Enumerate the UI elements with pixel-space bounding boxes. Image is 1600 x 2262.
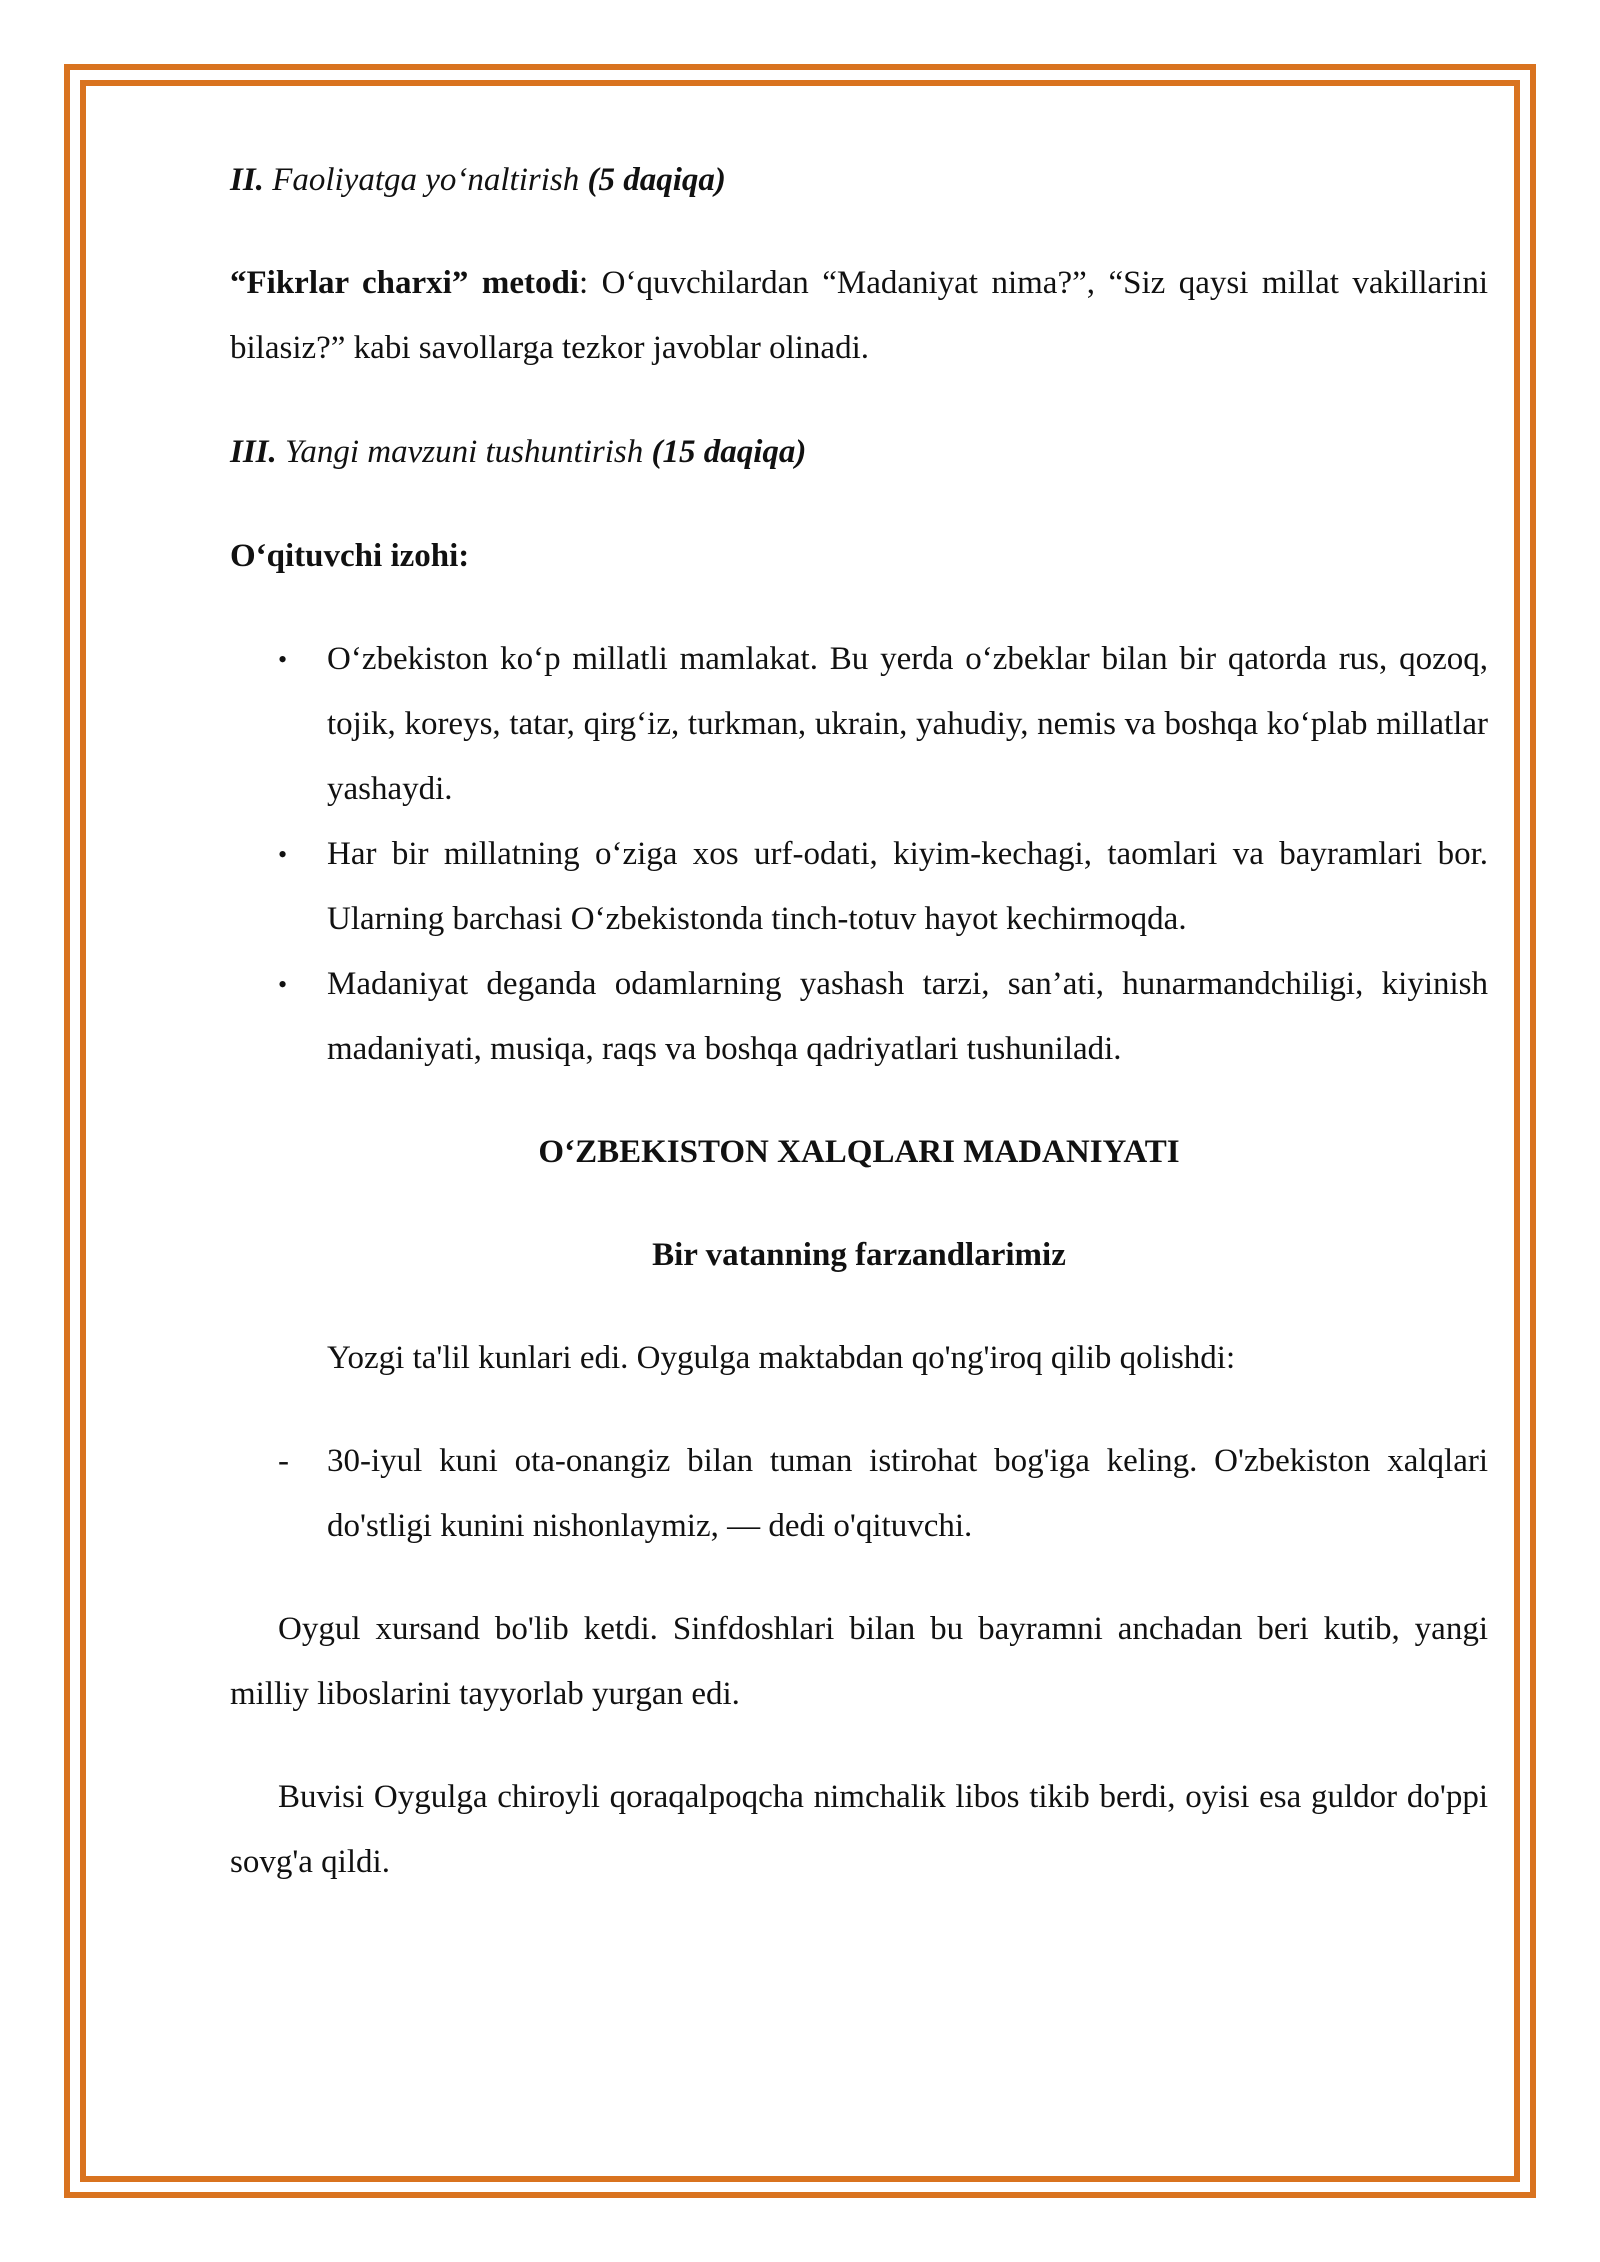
story-paragraph: Buvisi Oygulga chiroyli qoraqalpoqcha nimchalik libos tikib berdi, oyisi esa guldor do'ppi sovg'a qildi. xyxy=(230,1779,1488,1880)
section-numeral: III. xyxy=(230,434,277,470)
teacher-note-heading: O‘qituvchi izohi: xyxy=(230,538,470,574)
section-title: Yangi mavzuni tushuntirish xyxy=(276,434,652,470)
list-item-text: Har bir millatning o‘ziga xos urf-odati, kiyim-kechagi, taomlari va bayramlari bor. Ularning barchasi O‘zbekistonda tinch-totuv hayot kechirmoqda. xyxy=(327,836,1488,937)
method-text: : O‘quvchilardan “Madaniyat nima?”, “Siz qaysi millat vakillarini bilasiz?” kabi savollarga tezkor javoblar olinadi. xyxy=(230,265,1489,366)
section-numeral: II. xyxy=(230,162,264,198)
dialogue-text: 30-iyul kuni ota-onangiz bilan tuman istirohat bog'iga keling. O'zbekiston xalqlari do'stligi kunini nishonlaymiz, — dedi o'qituvchi. xyxy=(327,1443,1488,1544)
list-item xyxy=(230,627,1488,822)
story-dialogue xyxy=(230,1429,1488,1559)
list-item-text: O‘zbekiston ko‘p millatli mamlakat. Bu yerda o‘zbeklar bilan bir qatorda rus, qozoq, tojik, koreys, tatar, qirg‘iz, turkman, ukrain, yahudiy, nemis va boshqa ko‘plab millatlar yashaydi. xyxy=(327,641,1488,807)
list-item xyxy=(230,952,1488,1082)
list-item xyxy=(230,822,1488,952)
list-item-text: Madaniyat deganda odamlarning yashash tarzi, san’ati, hunarmandchiligi, kiyinish madaniyati, musiqa, raqs va boshqa qadriyatlari tushuniladi. xyxy=(327,966,1488,1067)
bullet-icon: • xyxy=(278,840,288,869)
section-title: Faoliyatga yo‘naltirish xyxy=(263,162,588,198)
story-main-title: O‘ZBEKISTON XALQLARI MADANIYATI xyxy=(538,1134,1180,1170)
teacher-note-list xyxy=(230,627,1488,1082)
section-heading-yangi-mavzu xyxy=(230,420,1488,485)
story-subtitle: Bir vatanning farzandlarimiz xyxy=(652,1237,1066,1273)
method-name: “Fikrlar charxi” metodi xyxy=(230,265,579,301)
story-paragraph: Oygul xursand bo'lib ketdi. Sinfdoshlari bilan bu bayramni anchadan beri kutib, yangi milliy liboslarini tayyorlab yurgan edi. xyxy=(230,1611,1488,1712)
document-body xyxy=(230,148,1488,1895)
section-duration: (15 daqiqa) xyxy=(651,434,807,470)
story-intro: Yozgi ta'lil kunlari edi. Oygulga maktabdan qo'ng'iroq qilib qolishdi: xyxy=(327,1340,1236,1376)
bullet-icon: • xyxy=(278,645,288,674)
section-heading-faoliyat xyxy=(230,148,1488,213)
method-paragraph xyxy=(230,251,1488,381)
bullet-icon: • xyxy=(278,970,288,999)
dash-icon: - xyxy=(278,1443,289,1479)
section-duration: (5 daqiqa) xyxy=(587,162,726,198)
